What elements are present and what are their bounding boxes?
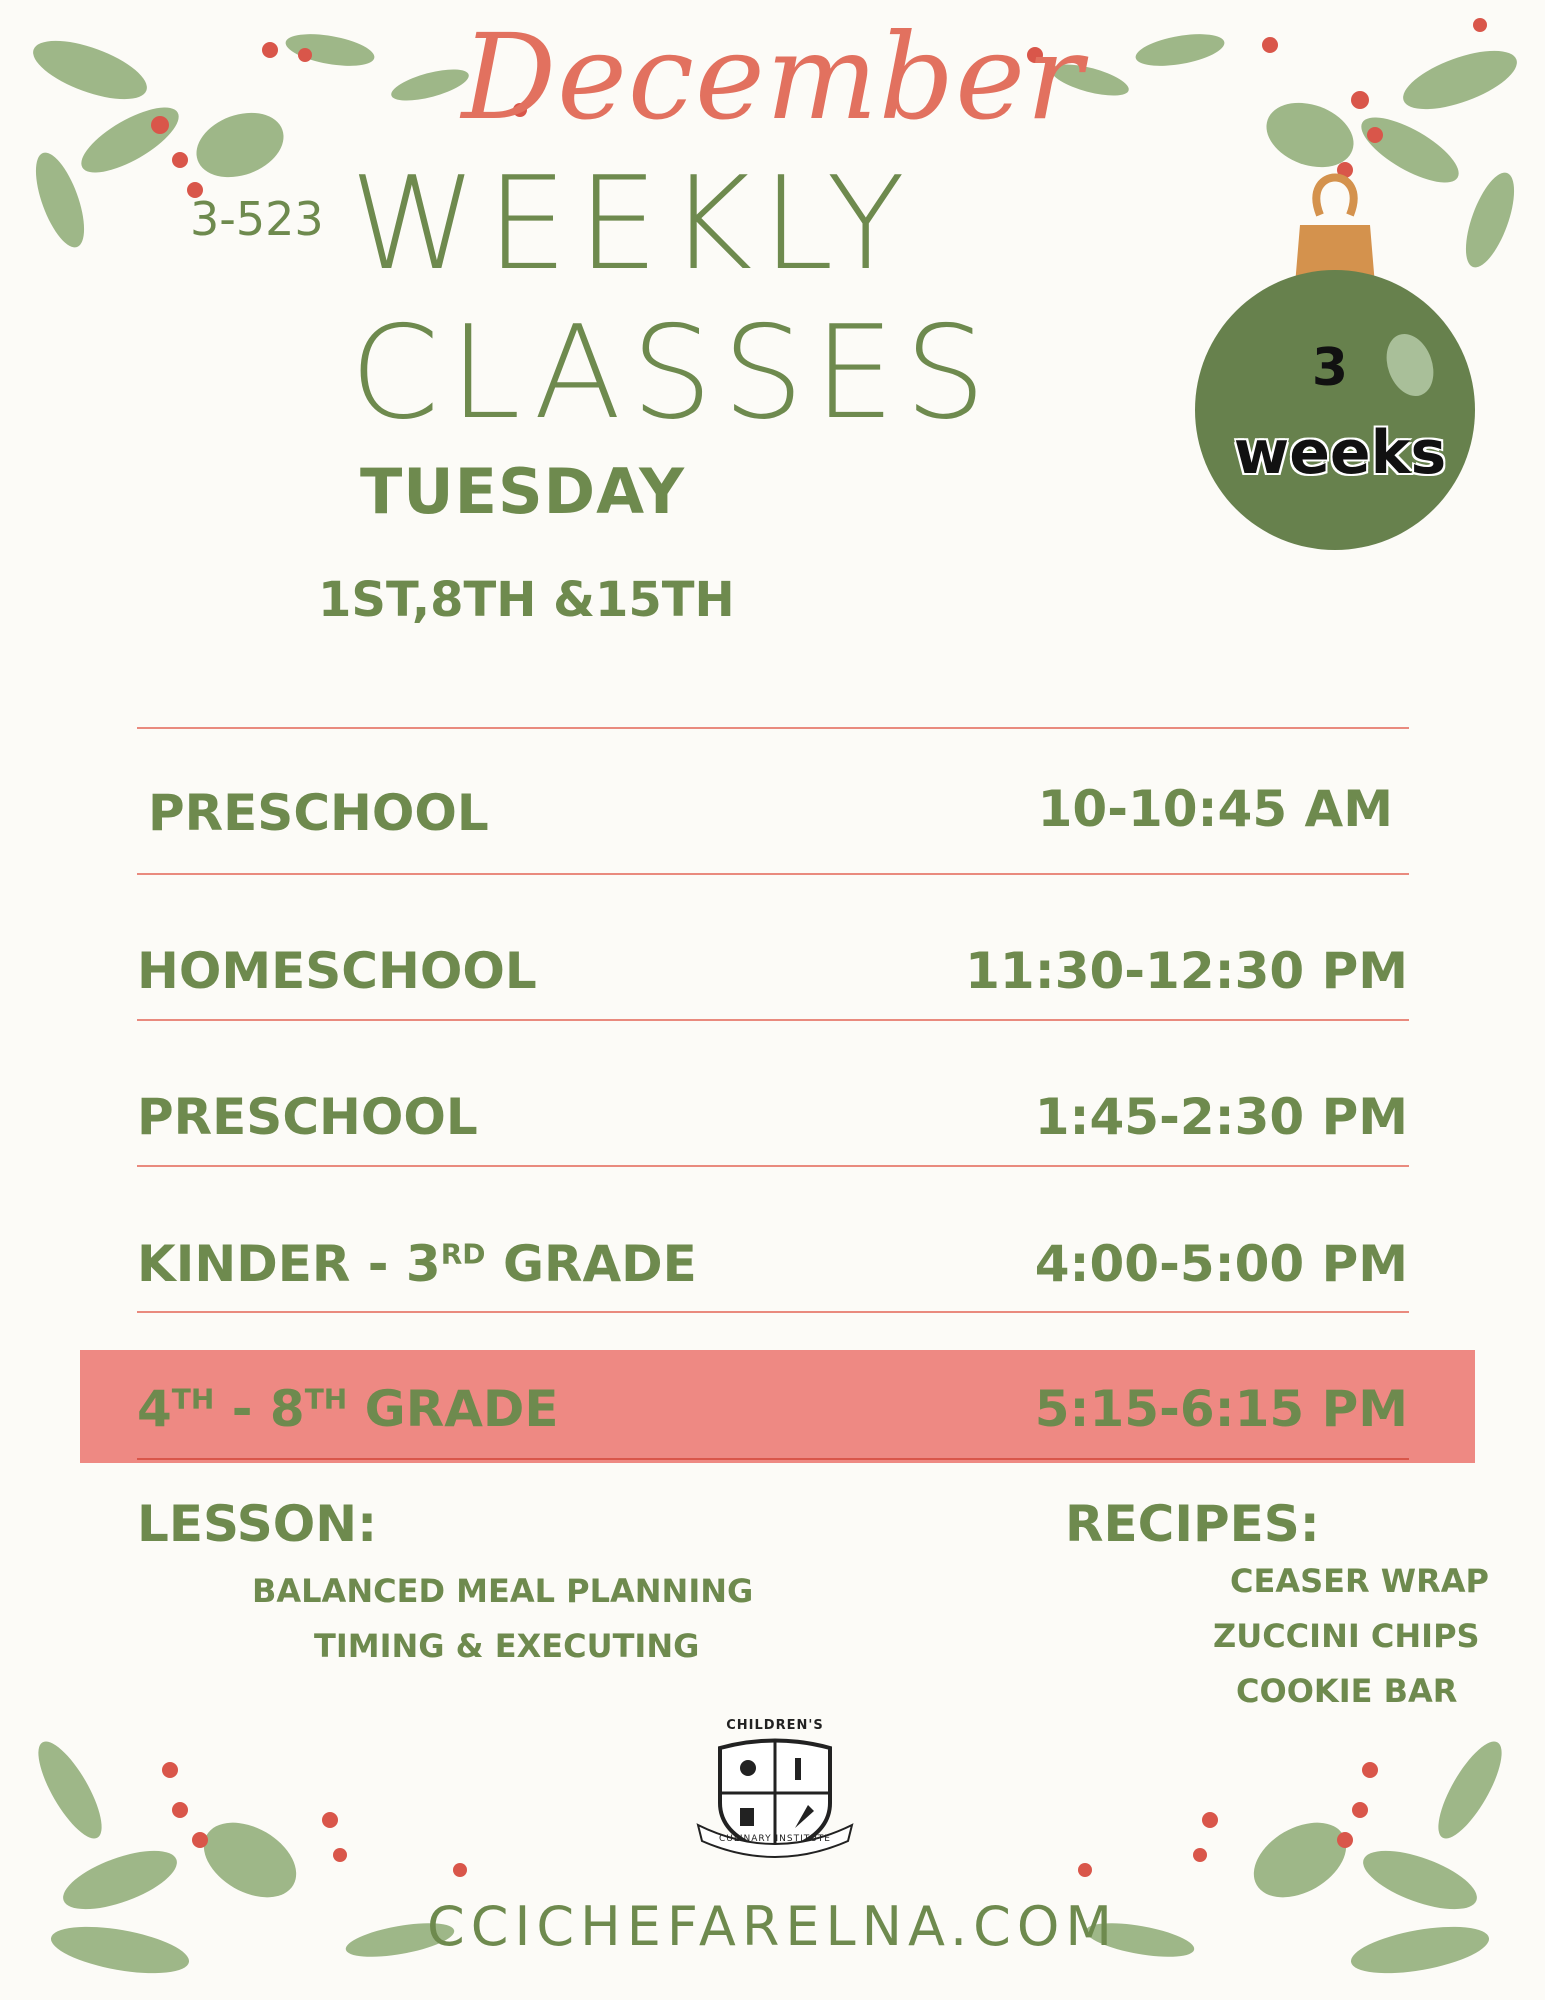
recipe-item: ZUCCINI CHIPS bbox=[1213, 1617, 1480, 1655]
culinary-institute-logo bbox=[690, 1718, 860, 1868]
lesson-heading: LESSON: bbox=[137, 1495, 378, 1553]
row-label-preschool-morning: PRESCHOOL bbox=[148, 784, 489, 842]
row-label-kinder-main: KINDER - 3 bbox=[137, 1235, 441, 1293]
badge-label: weeks bbox=[1233, 418, 1447, 488]
grade-end: - 8 bbox=[214, 1380, 305, 1438]
row-time-homeschool: 11:30-12:30 PM bbox=[965, 942, 1408, 1000]
divider bbox=[137, 873, 1409, 875]
class-dates: 1ST,8TH &15TH bbox=[318, 572, 735, 628]
recipe-item: COOKIE BAR bbox=[1236, 1672, 1458, 1710]
lesson-item: TIMING & EXECUTING bbox=[314, 1627, 700, 1665]
divider bbox=[137, 727, 1409, 729]
logo-top-text: CHILDREN'S bbox=[726, 1718, 824, 1733]
website-link[interactable]: CCICHEFARELNA.COM bbox=[427, 1895, 1118, 1958]
recipes-heading: RECIPES: bbox=[1065, 1495, 1320, 1553]
ordinal-suffix: RD bbox=[440, 1237, 486, 1271]
row-time-kinder: 4:00-5:00 PM bbox=[1034, 1235, 1408, 1293]
lesson-item: BALANCED MEAL PLANNING bbox=[252, 1572, 754, 1610]
row-time-preschool-morning: 10-10:45 AM bbox=[1037, 780, 1393, 838]
row-time-grade-4-8: 5:15-6:15 PM bbox=[1034, 1380, 1408, 1438]
row-label-homeschool: HOMESCHOOL bbox=[137, 942, 537, 1000]
month-title: December bbox=[461, 8, 1084, 146]
divider bbox=[137, 1458, 1409, 1460]
ordinal-suffix: TH bbox=[171, 1382, 215, 1416]
row-label-grade-4-8 bbox=[137, 1380, 559, 1438]
grade-word: GRADE bbox=[347, 1380, 559, 1438]
row-label-kinder bbox=[137, 1235, 697, 1293]
row-label-preschool-afternoon: PRESCHOOL bbox=[137, 1088, 478, 1146]
row-label-kinder-tail: GRADE bbox=[485, 1235, 697, 1293]
page-title: WEEKLY CLASSES bbox=[350, 150, 996, 448]
divider bbox=[137, 1311, 1409, 1313]
badge-number: 3 bbox=[1311, 338, 1349, 398]
class-code: 3-523 bbox=[190, 192, 324, 246]
divider bbox=[137, 1019, 1409, 1021]
row-time-preschool-afternoon: 1:45-2:30 PM bbox=[1034, 1088, 1408, 1146]
grade-start: 4 bbox=[137, 1380, 172, 1438]
class-day: TUESDAY bbox=[360, 455, 686, 528]
recipe-item: CEASER WRAP bbox=[1230, 1562, 1489, 1600]
divider bbox=[137, 1165, 1409, 1167]
logo-banner-text: CULINARY INSTITUTE bbox=[719, 1834, 831, 1844]
ordinal-suffix: TH bbox=[304, 1382, 348, 1416]
